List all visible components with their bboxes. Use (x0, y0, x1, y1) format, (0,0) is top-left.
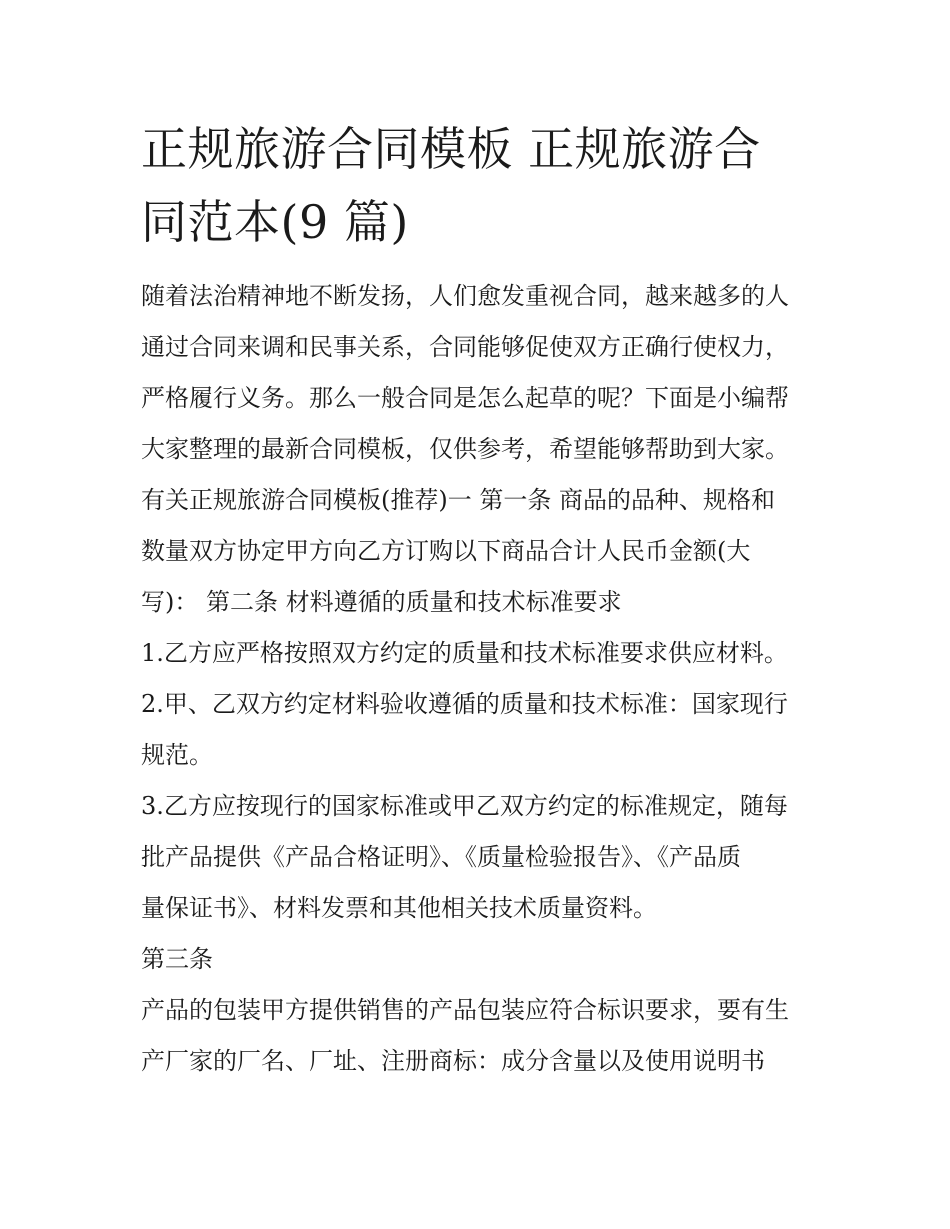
body-line: 大家整理的最新合同模板，仅供参考，希望能够帮助到大家。 (141, 435, 789, 463)
document-body (141, 271, 821, 1087)
body-line: 写)： 第二条 材料遵循的质量和技术标准要求 (141, 588, 622, 616)
title-line: 正规旅游合同模板 正规旅游合 (141, 122, 761, 176)
body-line: 有关正规旅游合同模板(推荐)一 第一条 商品的品种、规格和 (141, 486, 775, 514)
body-line: 量保证书》、材料发票和其他相关技术质量资料。 (141, 894, 657, 922)
body-line: 规范。 (141, 741, 213, 769)
body-line: 产厂家的厂名、厂址、注册商标：成分含量以及使用说明书 (141, 1047, 765, 1075)
body-line: 3.乙方应按现行的国家标准或甲乙双方约定的标准规定，随每 (141, 792, 788, 820)
body-line: 第三条 (141, 945, 213, 973)
body-line: 2.甲、乙双方约定材料验收遵循的质量和技术标准：国家现行 (141, 690, 788, 718)
document-content (141, 113, 821, 1087)
body-line: 随着法治精神地不断发扬，人们愈发重视合同，越来越多的人 (141, 282, 789, 310)
body-line: 严格履行义务。那么一般合同是怎么起草的呢？下面是小编帮 (141, 384, 789, 412)
body-line: 通过合同来调和民事关系，合同能够促使双方正确行使权力， (141, 333, 789, 361)
body-line: 数量双方协定甲方向乙方订购以下商品合计人民币金额(大 (141, 537, 751, 565)
document-title (141, 113, 821, 259)
title-line: 同范本(9 篇) (141, 195, 409, 249)
body-line: 产品的包装甲方提供销售的产品包装应符合标识要求，要有生 (141, 996, 789, 1024)
body-line: 批产品提供《产品合格证明》、《质量检验报告》、《产品质 (141, 843, 741, 871)
body-line: 1.乙方应严格按照双方约定的质量和技术标准要求供应材料。 (141, 639, 788, 667)
